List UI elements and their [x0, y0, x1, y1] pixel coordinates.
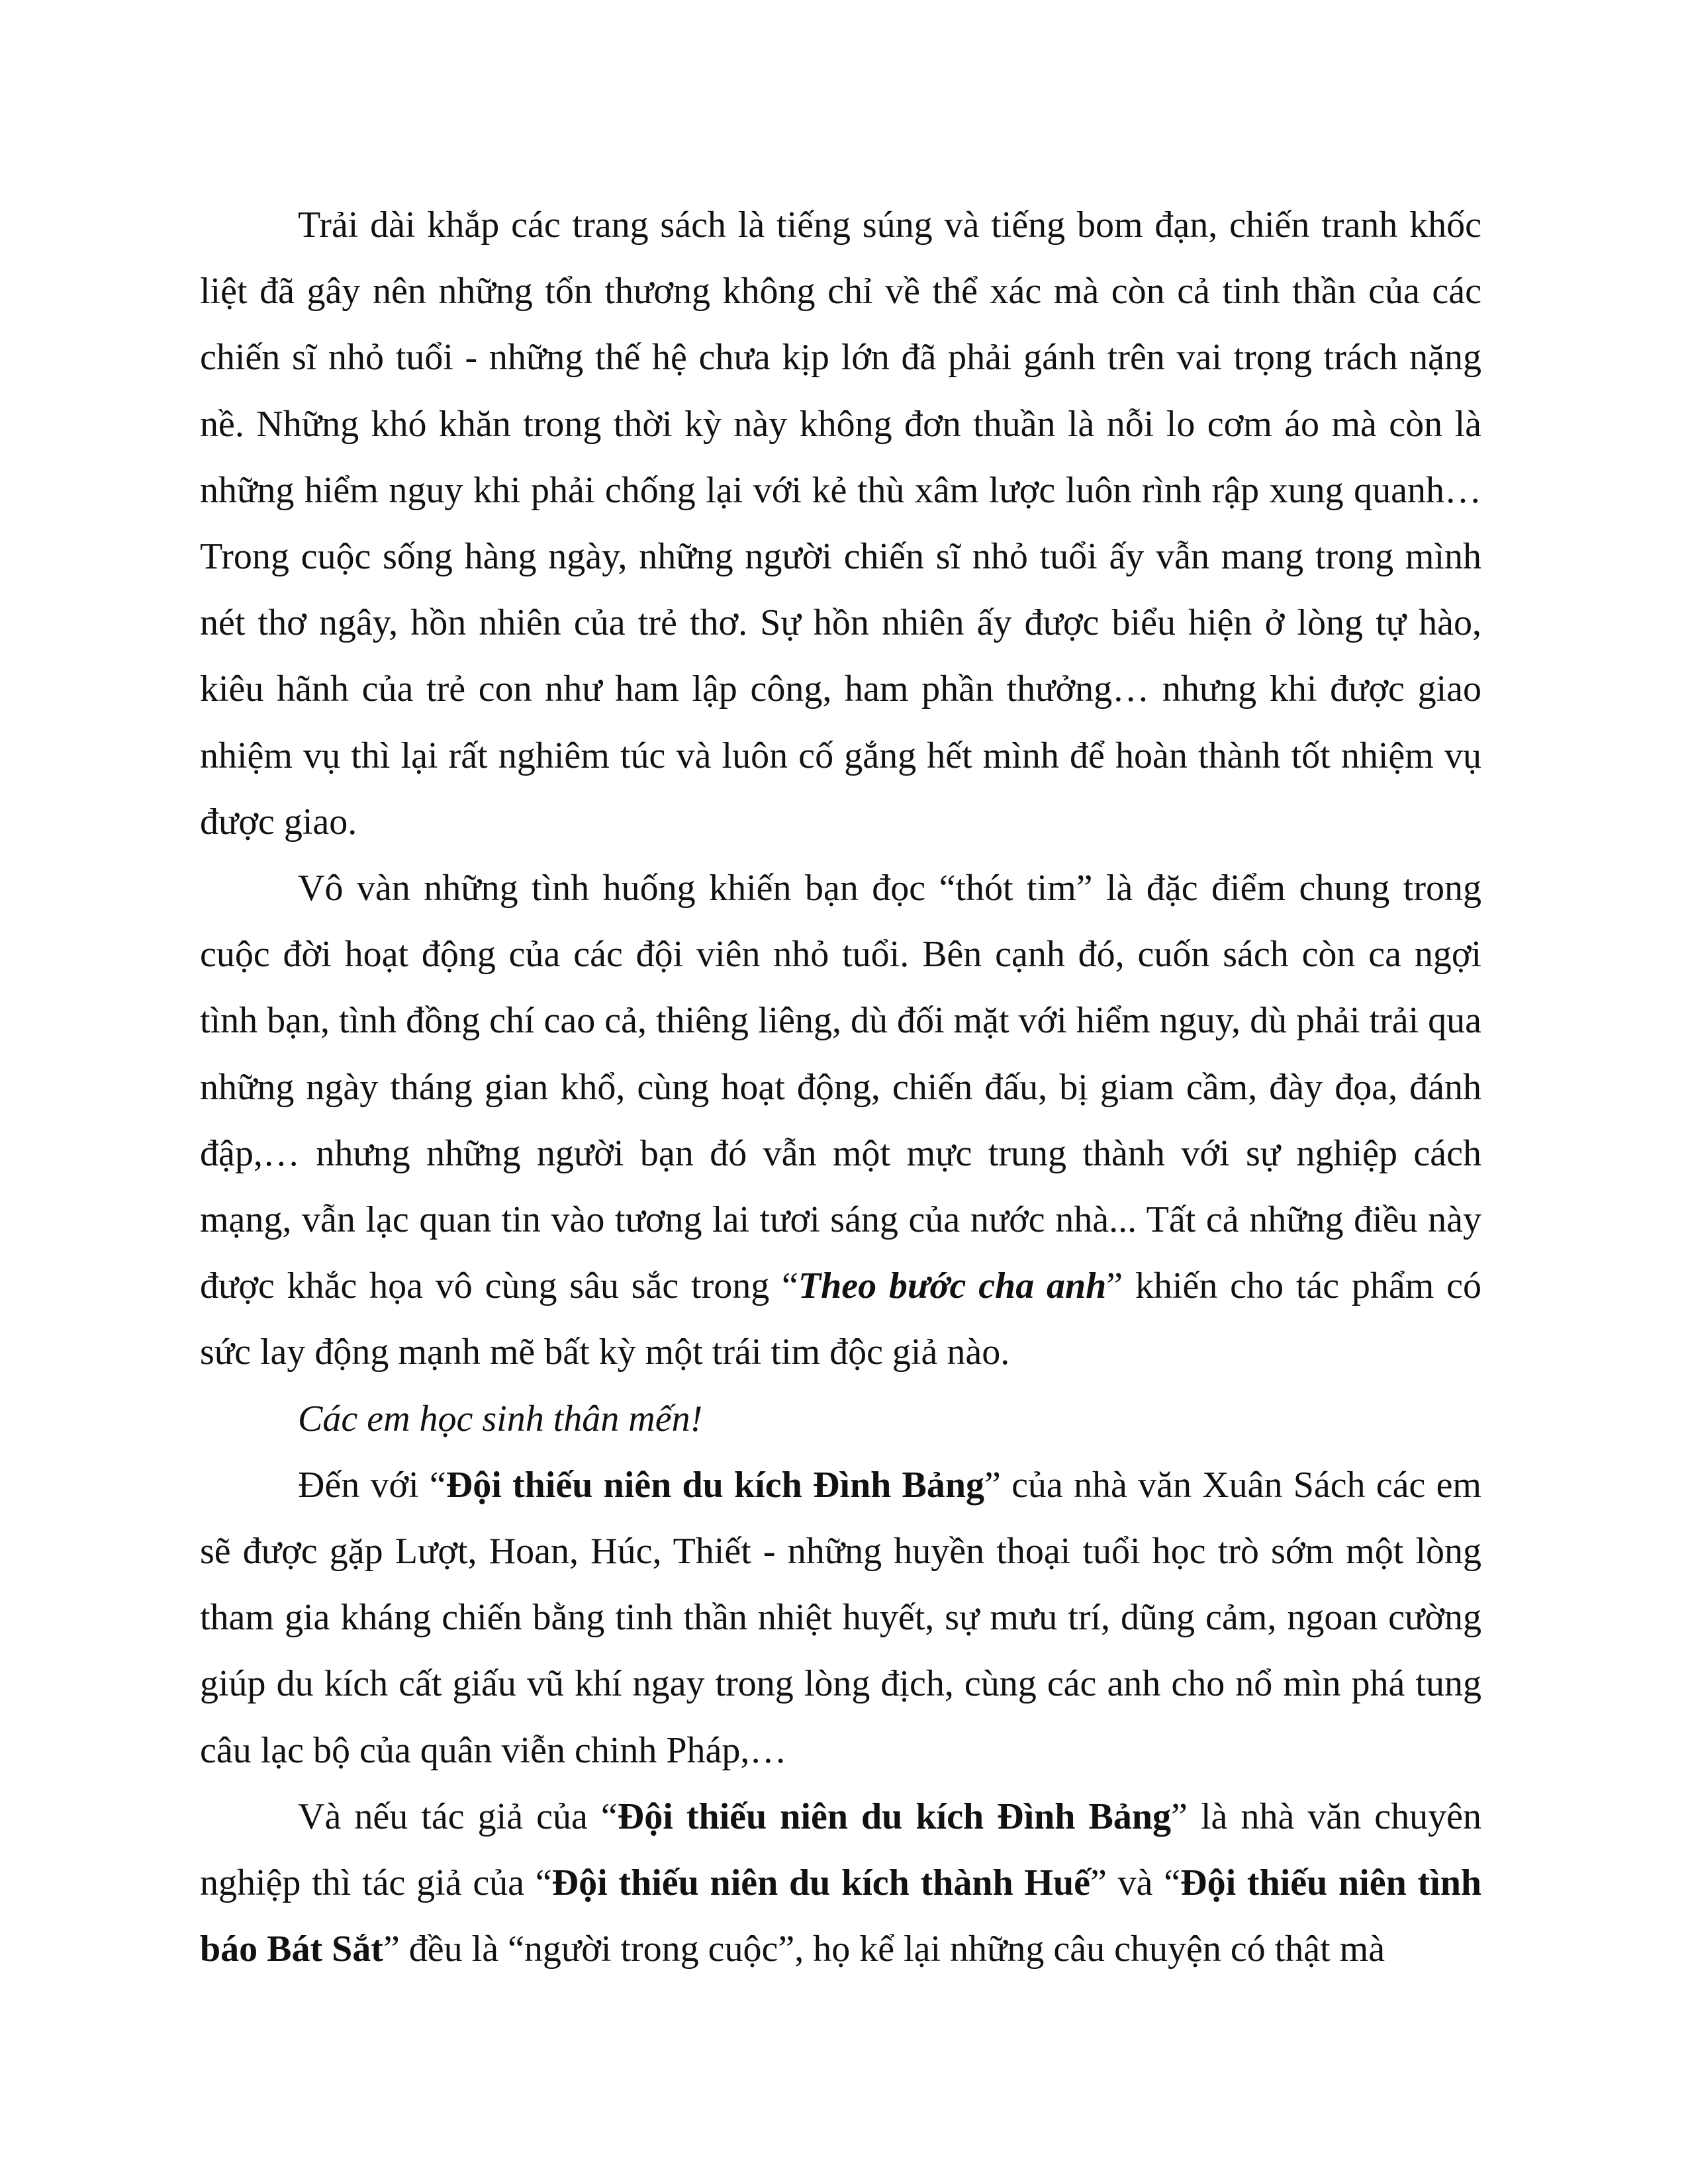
- book-title-dinh-bang-2: Đội thiếu niên du kích Đình Bảng: [617, 1796, 1172, 1837]
- book-title-bat-sat: Đội thiếu niên tình báo Bát Sắt: [200, 1862, 1481, 1970]
- paragraph-5-part-4: ” đều là “người trong cuộc”, họ kể lại những câu chuyện có thật mà: [383, 1929, 1385, 1970]
- paragraph-5: [200, 1784, 1481, 1983]
- book-title-thanh-hue: Đội thiếu niên du kích thành Huế: [551, 1862, 1090, 1904]
- paragraph-2-text-before: Vô vàn những tình huống khiến bạn đọc “thót tim” là đặc điểm chung trong cuộc đời hoạt động của các đội viên nhỏ tuổi. Bên cạnh đó, cuốn sách còn ca ngợi tình bạn, tình đồng chí cao cả, thiêng liêng, dù đối mặt với hiểm nguy, dù phải trải qua những ngày tháng gian khổ, cùng hoạt động, chiến đấu, bị giam cầm, đày đọa, đánh đập,… nhưng những người bạn đó vẫn một mực trung thành với sự nghiệp cách mạng, vẫn lạc quan tin vào tương lai tươi sáng của nước nhà... Tất cả những điều này được khắc họa vô cùng sâu sắc trong “: [200, 868, 1481, 1307]
- greeting-text: Các em học sinh thân mến!: [298, 1398, 703, 1439]
- book-title-dinh-bang: Đội thiếu niên du kích Đình Bảng: [445, 1464, 984, 1506]
- paragraph-2-text-after: ” khiến cho tác phẩm có sức lay động mạnh mẽ bất kỳ một trái tim độc giả nào.: [200, 1265, 1481, 1373]
- paragraph-4-text-before: Đến với “: [298, 1464, 446, 1506]
- paragraph-5-part-2: ” là nhà văn chuyên nghiệp thì tác giả của “: [200, 1796, 1482, 1904]
- paragraph-5-part-1: Và nếu tác giả của “: [298, 1796, 618, 1837]
- paragraph-4-text-after: ” của nhà văn Xuân Sách các em sẽ được gặp Lượt, Hoan, Húc, Thiết - những huyền thoại tuổi học trò sớm một lòng tham gia kháng chiến bằng tinh thần nhiệt huyết, sự mưu trí, dũng cảm, ngoan cường giúp du kích cất giấu vũ khí ngay trong lòng địch, cùng các anh cho nổ mìn phá tung câu lạc bộ của quân viễn chinh Pháp,…: [200, 1464, 1481, 1771]
- paragraph-1: [200, 192, 1481, 855]
- paragraph-1-text: Trải dài khắp các trang sách là tiếng súng và tiếng bom đạn, chiến tranh khốc liệt đã gây nên những tổn thương không chỉ về thể xác mà còn cả tinh thần của các chiến sĩ nhỏ tuổi - những thế hệ chưa kịp lớn đã phải gánh trên vai trọng trách nặng nề. Những khó khăn trong thời kỳ này không đơn thuần là nỗi lo cơm áo mà còn là những hiểm nguy khi phải chống lại với kẻ thù xâm lược luôn rình rập xung quanh… Trong cuộc sống hàng ngày, những người chiến sĩ nhỏ tuổi ấy vẫn mang trong mình nét thơ ngây, hồn nhiên của trẻ thơ. Sự hồn nhiên ấy được biểu hiện ở lòng tự hào, kiêu hãnh của trẻ con như ham lập công, ham phần thưởng… nhưng khi được giao nhiệm vụ thì lại rất nghiêm túc và luôn cố gắng hết mình để hoàn thành tốt nhiệm vụ được giao.: [200, 205, 1481, 842]
- document-page: [200, 192, 1481, 1982]
- book-title-theo-buoc-cha-anh: Theo bước cha anh: [798, 1265, 1107, 1307]
- paragraph-5-part-3: ” và “: [1090, 1862, 1181, 1904]
- paragraph-2: [200, 855, 1481, 1386]
- paragraph-4: [200, 1452, 1481, 1784]
- paragraph-3-greeting: [200, 1386, 1481, 1452]
